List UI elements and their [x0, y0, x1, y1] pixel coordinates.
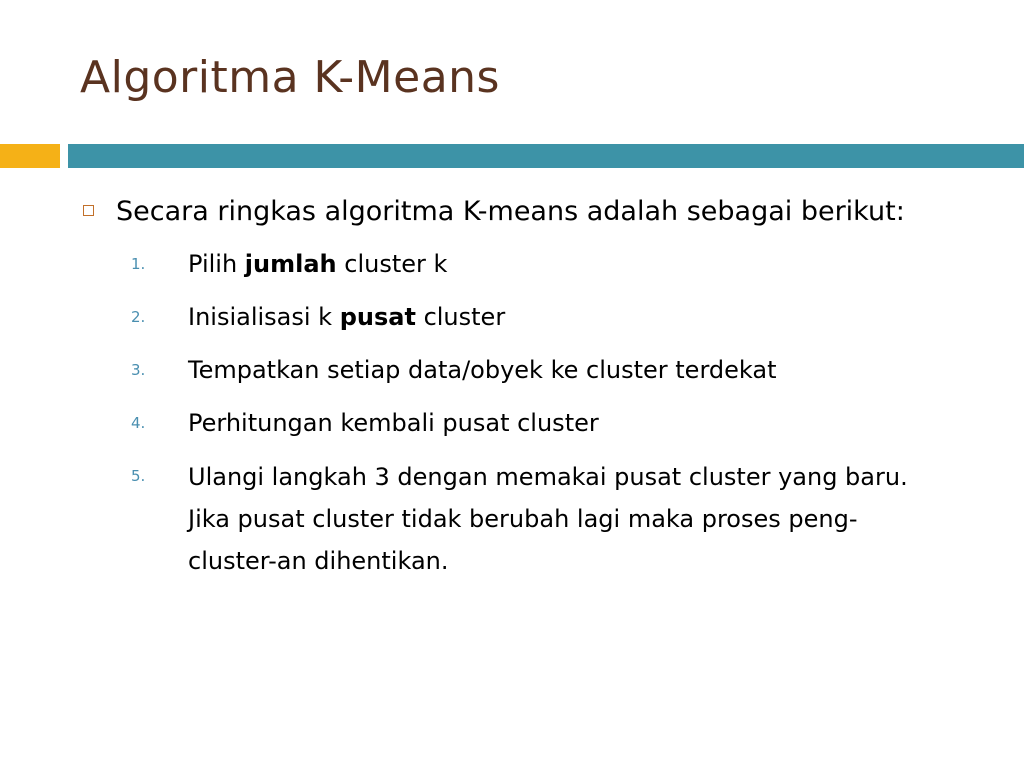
step-text — [188, 401, 918, 446]
step-text-bold: pusat — [339, 303, 416, 331]
step-text-bold: jumlah — [244, 250, 337, 278]
step-number: 2. — [131, 308, 146, 326]
hollow-square-icon — [83, 205, 94, 216]
list-item — [80, 401, 980, 446]
step-text-pre: Perhitungan kembali pusat cluster — [188, 409, 599, 437]
accent-bar-teal — [68, 144, 1024, 168]
step-number: 4. — [131, 414, 146, 432]
step-text-pre: Inisialisasi k — [188, 303, 340, 331]
steps-list — [80, 242, 980, 582]
step-text — [188, 454, 923, 582]
slide-title: Algoritma K-Means — [80, 52, 500, 103]
list-item — [80, 454, 980, 582]
step-number: 3. — [131, 361, 146, 379]
step-text — [188, 295, 918, 340]
step-text-post: cluster — [415, 303, 506, 331]
bullet-text: Secara ringkas algoritma K-means adalah sebagai berikut: — [116, 196, 905, 227]
step-text-pre: Tempatkan setiap data/obyek ke cluster terdekat — [188, 356, 777, 384]
list-item — [80, 295, 980, 340]
step-text — [188, 348, 918, 393]
slide-content — [80, 190, 980, 590]
step-number: 1. — [131, 255, 146, 273]
accent-bar-orange — [0, 144, 60, 168]
bullet-item — [80, 190, 980, 234]
step-number: 5. — [131, 467, 146, 485]
step-text-pre: Pilih — [188, 250, 245, 278]
list-item — [80, 348, 980, 393]
list-item — [80, 242, 980, 287]
step-text-pre: Ulangi langkah 3 dengan memakai pusat cluster yang baru. Jika pusat cluster tidak berubah lagi maka proses peng-cluster-an dihentikan. — [188, 463, 923, 575]
step-text-post: cluster k — [336, 250, 448, 278]
step-text — [188, 242, 918, 287]
